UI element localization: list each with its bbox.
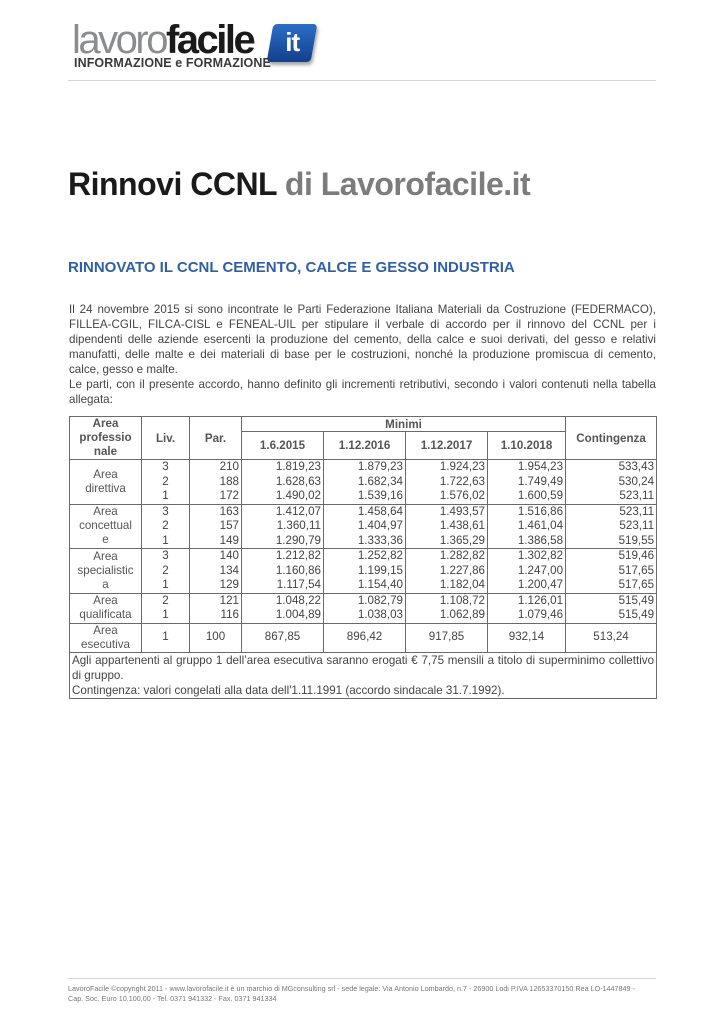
table-row xyxy=(70,460,657,505)
date-4-cell: 1.954,23 1.749,49 1.600,59 xyxy=(488,460,566,505)
header-date-4: 1.10.2018 xyxy=(488,432,566,460)
footer-line-1: LavoroFacile ©copyright 2011 - www.lavorofacile.it è un marchio di MGconsulting srl - sede legale: Via Antonio Lombardo, n.7 - 26900 Lodi P.IVA 12653370150 Rea LO-1447849 - xyxy=(68,984,635,993)
liv-cell: 2 1 xyxy=(142,593,190,623)
header-date-1: 1.6.2015 xyxy=(242,432,324,460)
date-3-cell: 1.924,23 1.722,63 1.576,02 xyxy=(406,460,488,505)
par-cell: 163 157 149 xyxy=(190,504,242,549)
par-cell: 210 188 172 xyxy=(190,460,242,505)
par-cell: 140 134 129 xyxy=(190,549,242,594)
liv-cell: 3 2 1 xyxy=(142,460,190,505)
contingenza-cell: 515,49 515,49 xyxy=(566,593,657,623)
date-1-cell: 867,85 xyxy=(242,623,324,652)
area-cell: Area esecutiva xyxy=(70,623,142,652)
table-row xyxy=(70,549,657,594)
date-1-cell: 1.819,23 1.628,63 1.490,02 xyxy=(242,460,324,505)
logo-tagline: INFORMAZIONE e FORMAZIONE xyxy=(74,56,271,70)
date-3-cell: 1.493,57 1.438,61 1.365,29 xyxy=(406,504,488,549)
logo xyxy=(72,16,332,74)
date-2-cell: 896,42 xyxy=(324,623,406,652)
date-2-cell: 1.458,64 1.404,97 1.333,36 xyxy=(324,504,406,549)
wage-table xyxy=(69,416,657,699)
date-2-cell: 1.252,82 1.199,15 1.154,40 xyxy=(324,549,406,594)
liv-cell: 1 xyxy=(142,623,190,652)
area-cell: Area qualificata xyxy=(70,593,142,623)
date-4-cell: 1.302,82 1.247,00 1.200,47 xyxy=(488,549,566,594)
date-2-cell: 1.879,23 1.682,34 1.539,16 xyxy=(324,460,406,505)
header-minimi: Minimi xyxy=(242,417,566,432)
date-2-cell: 1.082,79 1.038,03 xyxy=(324,593,406,623)
area-cell: Area concettual e xyxy=(70,504,142,549)
date-4-cell: 1.516,86 1.461,04 1.386,58 xyxy=(488,504,566,549)
header-area: Area professio nale xyxy=(70,417,142,460)
contingenza-cell: 533,43 530,24 523,11 xyxy=(566,460,657,505)
date-4-cell: 1.126,01 1.079,46 xyxy=(488,593,566,623)
intro-paragraph-1: Il 24 novembre 2015 si sono incontrate le Parti Federazione Italiana Materiali da Costruzione (FEDERMACO), FILLEA-CGIL, FILCA-CISL e FENEAL-UIL per stipulare il verbale di accordo per il rinnovo del CCNL per i dipendenti delle aziende esercenti la produzione del cemento, della calce e suoi derivati, del gesso e relativi manufatti, delle malte e dei materiali di base per le costruzioni, nonché la produzione promiscua di cemento, calce, gesso e malte. xyxy=(69,303,656,376)
intro-text xyxy=(69,302,656,407)
table-row xyxy=(70,593,657,623)
contingenza-cell: 519,46 517,65 517,65 xyxy=(566,549,657,594)
par-cell: 121 116 xyxy=(190,593,242,623)
footer-line-2: Cap. Soc. Euro 10.100,00 - Tel. 0371 941332 - Fax. 0371 941334 xyxy=(68,994,277,1003)
page-title: Rinnovi CCNL di Lavorofacile.it xyxy=(68,166,531,202)
header-liv: Liv. xyxy=(142,417,190,460)
note-superminimo: Agli appartenenti al gruppo 1 dell’area esecutiva saranno erogati € 7,75 mensili a titolo di superminimo collettivo di gruppo. xyxy=(72,653,655,682)
note-contingenza: Contingenza: valori congelati alla data dell'1.11.1991 (accordo sindacale 31.7.1992). xyxy=(72,683,505,697)
logo-wordmark: lavorofacile xyxy=(72,18,254,62)
date-3-cell: 1.108,72 1.062,89 xyxy=(406,593,488,623)
table-row xyxy=(70,623,657,652)
header-par: Par. xyxy=(190,417,242,460)
article-heading: RINNOVATO IL CCNL CEMENTO, CALCE E GESSO INDUSTRIA xyxy=(68,259,515,276)
footer xyxy=(68,984,658,1004)
header-contingenza: Contingenza xyxy=(566,417,657,460)
intro-paragraph-2: Le parti, con il presente accordo, hanno definito gli incrementi retributivi, secondo i valori contenuti nella tabella allegata: xyxy=(69,378,656,406)
date-1-cell: 1.412,07 1.360,11 1.290,79 xyxy=(242,504,324,549)
liv-cell: 3 2 1 xyxy=(142,504,190,549)
date-1-cell: 1.048,22 1.004,89 xyxy=(242,593,324,623)
date-3-cell: 917,85 xyxy=(406,623,488,652)
logo-badge: it xyxy=(267,24,318,62)
date-4-cell: 932,14 xyxy=(488,623,566,652)
contingenza-cell: 513,24 xyxy=(566,623,657,652)
header-date-2: 1.12.2016 xyxy=(324,432,406,460)
contingenza-cell: 523,11 523,11 519,55 xyxy=(566,504,657,549)
area-cell: Area direttiva xyxy=(70,460,142,505)
date-3-cell: 1.282,82 1.227,86 1.182,04 xyxy=(406,549,488,594)
liv-cell: 3 2 1 xyxy=(142,549,190,594)
area-cell: Area specialistic a xyxy=(70,549,142,594)
header-divider xyxy=(68,80,656,81)
date-1-cell: 1.212,82 1.160,86 1.117,54 xyxy=(242,549,324,594)
table-row xyxy=(70,504,657,549)
footer-divider xyxy=(68,978,656,979)
par-cell: 100 xyxy=(190,623,242,652)
notes-row xyxy=(70,652,657,698)
notes-cell xyxy=(70,652,657,698)
header-date-3: 1.12.2017 xyxy=(406,432,488,460)
